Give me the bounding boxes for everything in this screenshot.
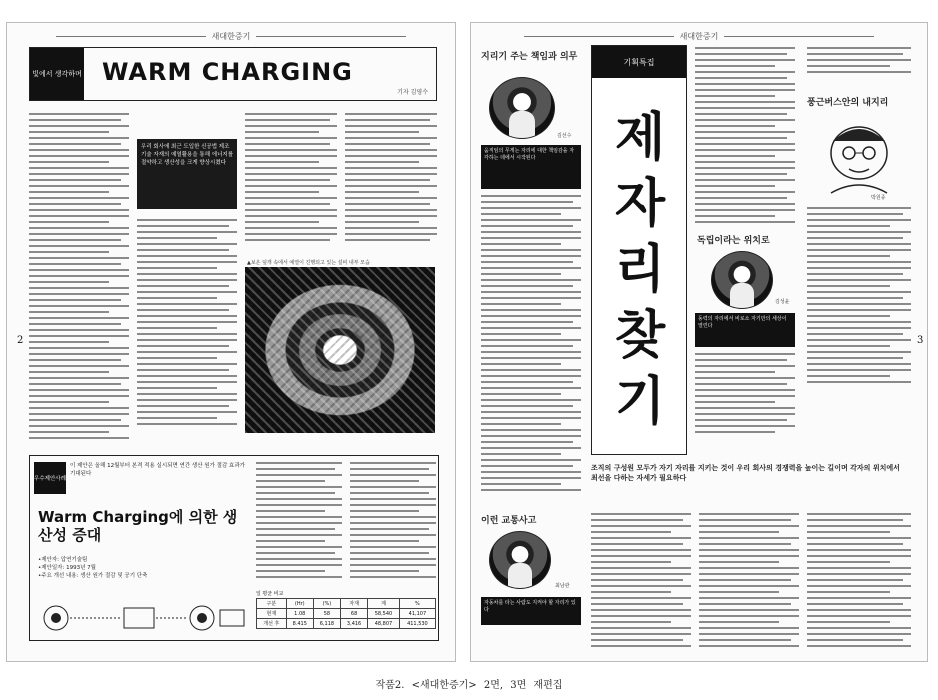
section-title-bus: 풍근버스안의 내지리 bbox=[807, 98, 889, 108]
byline: 기자 김영수 bbox=[397, 89, 428, 96]
section-title-responsibility: 지리기 주는 책임과 의무 bbox=[481, 52, 578, 62]
table-cell: 41,107 bbox=[399, 609, 435, 619]
left-running-head: 새대한증기 bbox=[7, 31, 455, 42]
text-column-r3-bottom bbox=[699, 513, 799, 653]
table-cell: 1.08 bbox=[286, 609, 313, 619]
portrait-1-caption: 김선수 bbox=[557, 133, 572, 139]
table-cell: 48,807 bbox=[368, 619, 400, 629]
text-column-r4-bottom bbox=[807, 513, 911, 653]
tunnel-photo bbox=[245, 267, 435, 433]
proposal-points bbox=[38, 556, 248, 580]
footer-caption: 작품2. <새대한증기> 2면, 3면 재편집 bbox=[375, 680, 563, 691]
comparison-table bbox=[256, 598, 436, 629]
right-page bbox=[470, 22, 928, 662]
section-title-traffic: 이런 교통사고 bbox=[481, 516, 537, 526]
cartoon-illustration bbox=[811, 115, 907, 195]
table-row bbox=[257, 619, 436, 629]
feature-title-char: 찾 bbox=[614, 306, 666, 366]
feature-title-char: 자 bbox=[614, 174, 666, 234]
article-header bbox=[29, 47, 437, 101]
text-column-r1 bbox=[481, 195, 581, 495]
table-cell: 58,540 bbox=[368, 609, 400, 619]
proposal-point: •제안일자: 1993년 7월 bbox=[38, 565, 96, 571]
feature-title-char: 리 bbox=[614, 240, 666, 300]
text-column-4 bbox=[345, 113, 437, 253]
feature-title-char: 기 bbox=[614, 372, 666, 432]
table-cell: 411,530 bbox=[399, 619, 435, 629]
proposal-point: •주요 개선 내용: 생산 원가 절감 및 공기 단축 bbox=[38, 573, 148, 579]
table-header-row bbox=[257, 599, 436, 609]
callout-box-1: 움직임의 무게는 자리에 대한 책임감을 자각하는 데에서 시작된다 bbox=[481, 145, 581, 189]
table-cell: 68 bbox=[341, 609, 368, 619]
feature-title-box bbox=[591, 45, 687, 455]
table-cell: 8.415 bbox=[286, 619, 313, 629]
proposal-intro: 이 제안은 올해 12월부터 본격 적용 실시되면 연간 생산 원가 절감 효과가 기대된다 bbox=[70, 463, 245, 477]
table-cell: 3,416 bbox=[341, 619, 368, 629]
table-title: 일 평균 비교 bbox=[256, 591, 284, 597]
portrait-2-caption: 김성윤 bbox=[775, 299, 790, 305]
callout-box-3: 자동차를 타는 사람도 지켜야 할 자리가 있다 bbox=[481, 597, 581, 625]
portrait-1 bbox=[489, 77, 555, 139]
table-row bbox=[257, 609, 436, 619]
table-header: 계 bbox=[368, 599, 400, 609]
proposal-point: •제안자: 압연기술팀 bbox=[38, 557, 88, 563]
text-column-1 bbox=[29, 113, 129, 443]
table-header: (Hr) bbox=[286, 599, 313, 609]
page-number-right: 3 bbox=[917, 335, 924, 346]
proposal-box bbox=[29, 455, 439, 641]
table-header: 자재 bbox=[341, 599, 368, 609]
table-cell: 58 bbox=[313, 609, 340, 619]
feature-label: 기획특집 bbox=[592, 46, 686, 78]
callout-box-2: 동력의 자리에서 비로소 자기만의 세상이 열린다 bbox=[695, 313, 795, 347]
text-column-r3 bbox=[695, 47, 795, 227]
text-column-r2-bottom bbox=[591, 513, 691, 653]
text-column-3 bbox=[245, 113, 337, 253]
article-title: WARM CHARGING bbox=[102, 58, 353, 86]
text-column-r3b bbox=[695, 353, 795, 453]
text-column-r4b bbox=[807, 207, 911, 387]
portrait-4-caption: 박원종 bbox=[871, 195, 886, 201]
table-header: (%) bbox=[313, 599, 340, 609]
summary-box: 우리 회사에 최근 도입한 신공법 제조기술 자재의 예열활용을 통해 에너지를 절약하고 생산성을 크게 향상시켰다 bbox=[137, 139, 237, 209]
text-column-2 bbox=[137, 219, 237, 443]
section-title-independence: 독립이라는 위치로 bbox=[697, 236, 770, 246]
table-cell: 6,118 bbox=[313, 619, 340, 629]
table-cell: 개선 후 bbox=[257, 619, 287, 629]
proposal-title: Warm Charging에 의한 생산성 증대 bbox=[38, 508, 238, 544]
photo-caption: ▲보온 덮개 속에서 예열이 진행되고 있는 설비 내부 모습 bbox=[247, 260, 370, 266]
process-diagram bbox=[36, 594, 250, 638]
feature-title-char: 제 bbox=[614, 108, 666, 168]
section-label: 빛에서 생각하며 bbox=[30, 48, 84, 100]
portrait-2 bbox=[711, 251, 773, 309]
bold-lede: 조직의 구성원 모두가 자기 자리를 지키는 것이 우리 회사의 경쟁력을 높이는 길이며 각자의 위치에서 최선을 다하는 자세가 필요하다 bbox=[591, 464, 900, 482]
proposal-text-columns bbox=[256, 462, 436, 598]
proposal-label: 우수제안사례 bbox=[34, 462, 66, 494]
right-running-head: 새대한증기 bbox=[471, 31, 927, 42]
portrait-3 bbox=[489, 531, 551, 589]
table-cell: 현재 bbox=[257, 609, 287, 619]
left-page bbox=[6, 22, 456, 662]
portrait-3-caption: 최남관 bbox=[555, 583, 570, 589]
table-header: % bbox=[399, 599, 435, 609]
table-header: 구분 bbox=[257, 599, 287, 609]
text-column-r4 bbox=[807, 47, 911, 87]
page-number-left: 2 bbox=[17, 335, 24, 346]
